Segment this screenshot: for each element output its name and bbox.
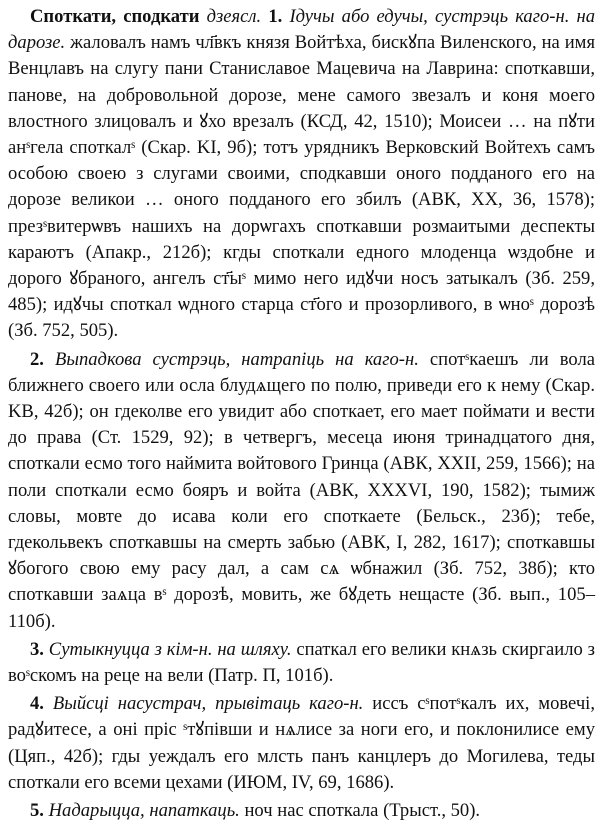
sense-1 [8, 4, 595, 345]
sense-2 [8, 347, 595, 635]
sense-definition: Ідучы або едучы, сустрэць каго-н. на дарозе. [8, 6, 596, 54]
sense-examples: спаткал его велики кнѧзь скиргаило з воˢскомъ на реце на вели (Патр. П, 101б). [8, 638, 595, 687]
sense-examples: ноч нас споткала (Трыст., 50). [244, 800, 481, 822]
sense-definition: Надарыцца, напаткаць. [48, 800, 240, 822]
sense-number: 1. [268, 6, 283, 27]
sense-examples: спотˢкаешъ ли вола ближнего своего или осла блудѧщего по полю, приведи его к нему (Скар. KB, 42б); он гдеколве его увидит або споткает, его мает поймати и вести до права (Ст. 1529, 92); в четвергъ, месеца июня тринадцатого дня, споткали есмо того наймита войтового Гринца (АВК, XXII, 259, 1566); на поли споткали есмо бояръ и войта (АВК, XXXVI, 190, 1582); тымиж словы, мовте до исава коли его споткаете (Бельск., 23б); тебе, гдекольвекъ споткавшы на смерть забью (АВК, I, 282, 1617); споткавшы ꙋбогого свою ему расу дал, а сам сѧ ѡбнажил (Зб. 752, 38б); кто споткавши заѧца вˢ дорозѣ, мовить, же бꙋдеть нещасте (Зб. вып., 105–110б). [8, 348, 595, 632]
sense-definition: Выйсці насустрач, прывітаць каго-н. [52, 693, 364, 715]
sense-3 [8, 637, 595, 689]
sense-definition: Выпадкова сустрэць, натрапіць на каго-н. [55, 348, 419, 370]
sense-number: 5. [30, 800, 44, 822]
sense-5 [8, 798, 595, 824]
sense-number: 4. [30, 693, 44, 715]
sense-examples: иссъ сˢпотˢкалъ их, мовечі, радꙋитесе, а оні пріс ˢтꙋпівши и нѧлисе за ноги его, и поклонилисе ему (Цяп., 42б); гды уеждалъ его млсть панъ канцлеръ до Могилева, теды споткали его всеми цехами (ИЮМ, IV, 69, 1686). [8, 693, 595, 793]
sense-definition: Сутыкнуцца з кім-н. на шляху. [48, 638, 292, 660]
grammar-label: дзеясл. [206, 6, 262, 27]
dictionary-entry [8, 4, 595, 824]
sense-number: 2. [30, 348, 44, 370]
sense-examples: жаловалъ намъ чл҃вкъ князя Войтѣха, бискꙋпа Виленского, на имя Венцлавъ на слугу пани Станиславое Мацевича на Лаврина: споткавши, панове, на добровольной дорозе, мене самого звезалъ и коня моего влостного злицовалъ и ꙋхо врезалъ (КСД, 42, 1510); Моисеи … на пꙋти анˢгела споткалˢ (Скар. KI, 9б); тотъ урядникъ Верковский Войтехъ самъ особою своею з слугами своими, сподкавши оного подданого его на дорозе великои … оного подданого его збилъ (АВК, XX, 36, 1578); презˢвитерѡвъ нашихъ на дорѡгахъ споткавши розмаитыми деспекты караютъ (Апакр., 212б); кгды споткали едного млоденца ѡздобне и дорого ꙋбраного, ангелъ ст҃ыˢ мимо него идꙋчи носъ затыкалъ (Зб. 259, 485); идꙋчы споткал ѡдного старца ст҃ого и прозорливого, в ѡноˢ дорозѣ (Зб. 752, 505). [8, 32, 595, 342]
headword: Споткати, сподкати [30, 6, 200, 27]
sense-4 [8, 691, 595, 796]
sense-number: 3. [30, 638, 44, 660]
